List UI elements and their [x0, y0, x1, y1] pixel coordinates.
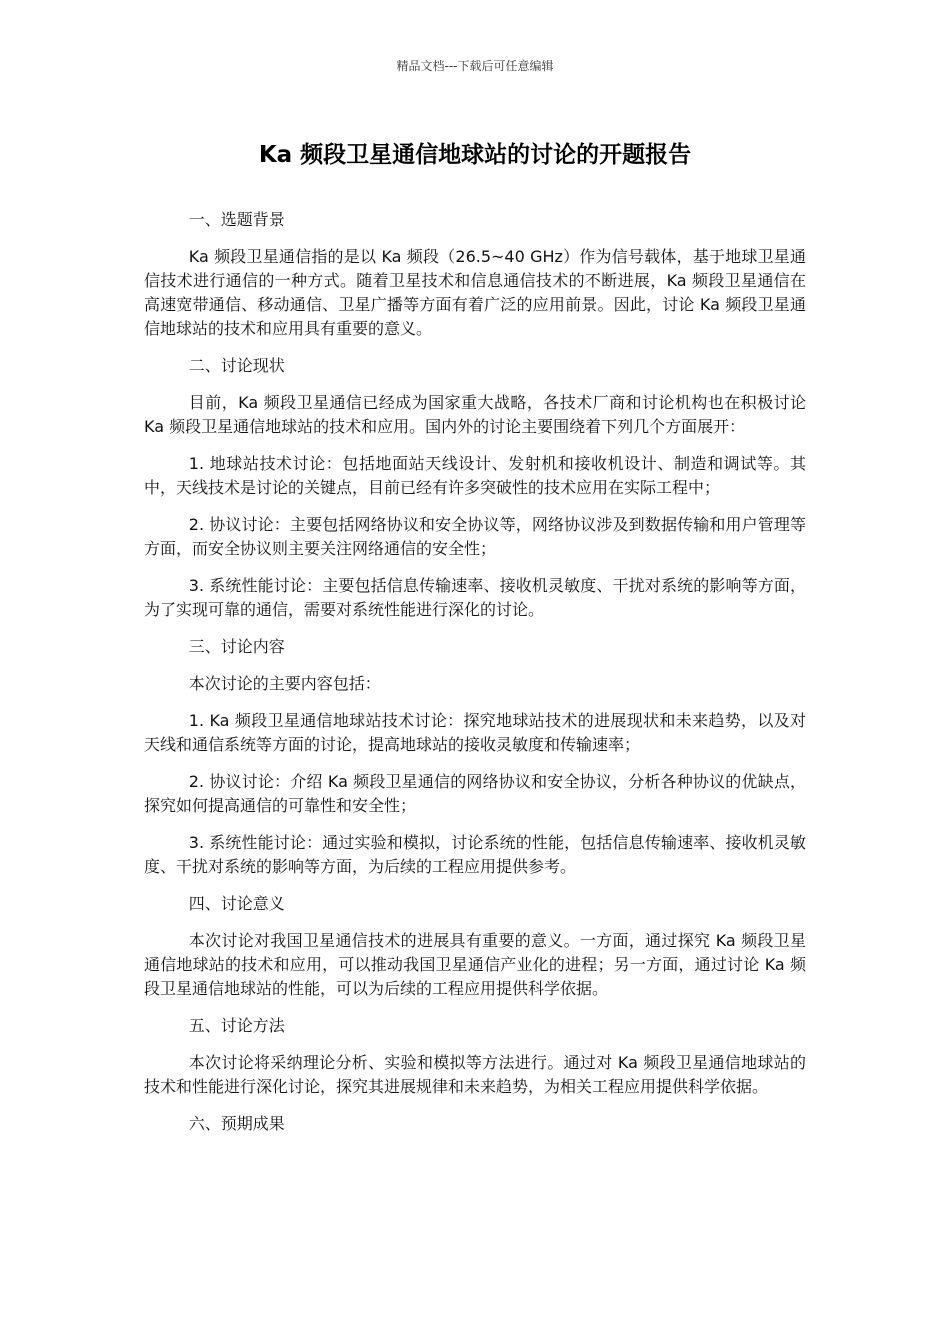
section-heading-status: 二、讨论现状	[188, 356, 285, 375]
paragraph-content-item-3: 3. 系统性能讨论：通过实验和模拟，讨论系统的性能，包括信息传输速率、接收机灵敏度、干扰对系统的影响等方面，为后续的工程应用提供参考。	[144, 833, 806, 876]
header-note: 精品文档---下载后可任意编辑	[396, 59, 554, 73]
section-heading-background: 一、选题背景	[188, 210, 285, 229]
paragraph-status-item-3: 3. 系统性能讨论：主要包括信息传输速率、接收机灵敏度、干扰对系统的影响等方面，为了实现可靠的通信，需要对系统性能进行深化的讨论。	[144, 576, 806, 619]
section-heading-expected-results: 六、预期成果	[188, 1114, 285, 1133]
paragraph-content-item-2: 2. 协议讨论：介绍 Ka 频段卫星通信的网络协议和安全协议，分析各种协议的优缺点，探究如何提高通信的可靠性和安全性；	[144, 772, 806, 815]
paragraph-content-item-1: 1. Ka 频段卫星通信地球站技术讨论：探究地球站技术的进展现状和未来趋势，以及对天线和通信系统等方面的讨论，提高地球站的接收灵敏度和传输速率；	[144, 711, 806, 754]
section-heading-content: 三、讨论内容	[188, 637, 285, 656]
section-heading-significance: 四、讨论意义	[188, 894, 285, 913]
paragraph-status-intro: 目前，Ka 频段卫星通信已经成为国家重大战略，各技术厂商和讨论机构也在积极讨论 Ka 频段卫星通信地球站的技术和应用。国内外的讨论主要围绕着下列几个方面展开：	[144, 393, 806, 436]
paragraph-status-item-1: 1. 地球站技术讨论：包括地面站天线设计、发射机和接收机设计、制造和调试等。其中，天线技术是讨论的关键点，目前已经有许多突破性的技术应用在实际工程中；	[144, 454, 806, 497]
paragraph-background: Ka 频段卫星通信指的是以 Ka 频段（26.5~40 GHz）作为信号载体，基于地球卫星通信技术进行通信的一种方式。随着卫星技术和信息通信技术的不断进展，Ka 频段卫星通信在高速宽带通信、移动通信、卫星广播等方面有着广泛的应用前景。因此，讨论 Ka 频段卫星通信地球站的技术和应用具有重要的意义。	[144, 247, 806, 338]
paragraph-status-item-2: 2. 协议讨论：主要包括网络协议和安全协议等，网络协议涉及到数据传输和用户管理等方面，而安全协议则主要关注网络通信的安全性；	[144, 515, 806, 558]
document-title: Ka 频段卫星通信地球站的讨论的开题报告	[258, 142, 692, 168]
document-body	[144, 208, 806, 1149]
section-heading-method: 五、讨论方法	[188, 1016, 285, 1035]
paragraph-significance: 本次讨论对我国卫星通信技术的进展具有重要的意义。一方面，通过探究 Ka 频段卫星通信地球站的技术和应用，可以推动我国卫星通信产业化的进程；另一方面，通过讨论 Ka 频段卫星通信地球站的性能，可以为后续的工程应用提供科学依据。	[144, 931, 806, 998]
paragraph-content-intro: 本次讨论的主要内容包括：	[188, 674, 381, 693]
paragraph-method: 本次讨论将采纳理论分析、实验和模拟等方法进行。通过对 Ka 频段卫星通信地球站的技术和性能进行深化讨论，探究其进展规律和未来趋势，为相关工程应用提供科学依据。	[144, 1053, 806, 1096]
